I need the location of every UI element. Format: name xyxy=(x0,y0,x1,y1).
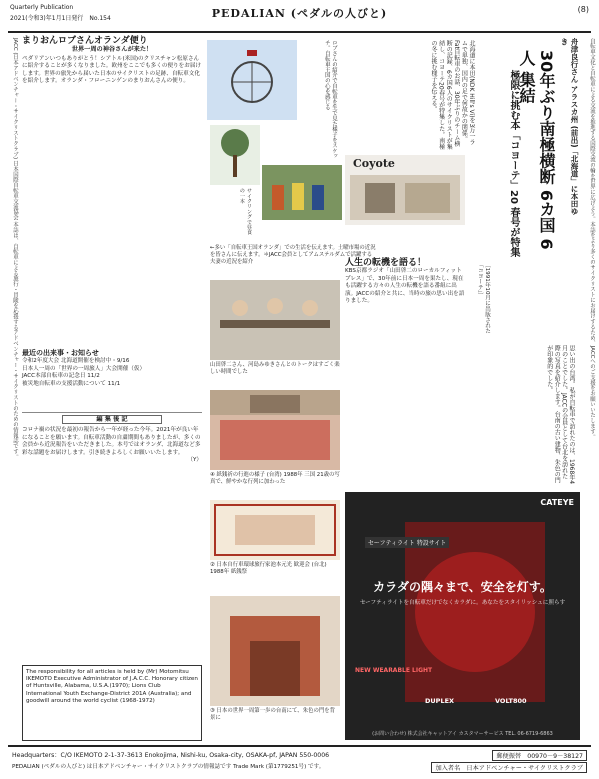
right-margin-text: 自転車文化と自転車による交流を推進する国際交流の輪を世界に広げよう。本誌をより多くのサイクリストにお届けするため、JACCへのご支援をお願いいたします。 xyxy=(589,38,595,440)
letter-subtitle: 世界一周の神谷さんが来た！ xyxy=(71,46,153,54)
radio-title: 人生の転機を語る！ xyxy=(345,258,427,268)
letter-body: ペダリアンいつもありがとう！シアトル(米国)のクリスチャン松原さんに紹介することが多くなりました。欧州をここでも多くの便りをお届けします。世界の旅先から届いた日本のサイクリストの足跡、自転車文化を紹介します。オランダ・フローニンゲンのまりおんさんの便り。 xyxy=(22,55,202,85)
news-item: JACC本部自転車の記念日 11/2 xyxy=(22,373,100,380)
publication-label: Quarterly Publication xyxy=(10,4,74,11)
group-photo-illustration xyxy=(262,165,342,220)
news-box xyxy=(22,350,202,410)
tree-photo-caption: サイクリングで昼食の一本 xyxy=(238,188,252,235)
coyote-label: Coyote xyxy=(353,157,395,170)
masthead: PEDALIAN (ペダルの人びと) xyxy=(211,7,388,20)
temple-photo xyxy=(210,596,340,706)
feature-subhead: 極限に挑む本「コヨーテ」20 春号が特集 xyxy=(508,70,519,258)
left-margin-text: JACC (日本アドベンチャー・サイクリストクラブ) 日本国際自転車交流協会 本誌は、自転車による旅行・冒険を応援するアドベンチャー・サイクリストのための情報誌です。 xyxy=(12,38,18,460)
cycle-sketch-caption: ロブさんの紹介で自転車を生で見た様子をスケッチ。自転車王国の心を感じる xyxy=(323,40,337,159)
ad-kicker: セーフティライト 特設サイト xyxy=(365,537,449,548)
letter-title: まりおんロブさんオランダ便り xyxy=(22,36,148,46)
radio-studio-illustration xyxy=(210,280,340,360)
crowd-photo-illustration xyxy=(210,390,340,470)
issue-date: 2021(令和3)年1月1日発行 No.154 xyxy=(10,15,111,22)
cateye-ad-background xyxy=(345,492,580,740)
postscript-signoff: （Y） xyxy=(187,457,202,464)
radio-photo-caption: 山田啓二さん、河島みゆきさんとのトークはすごく楽しい時間でした xyxy=(210,362,340,375)
postscript-title: 編 集 後 記 xyxy=(62,415,162,424)
stamp-illustration xyxy=(210,500,340,560)
tree-photo xyxy=(210,125,260,185)
page-header xyxy=(8,3,591,33)
right-column-text: 思い出の台湾。私が自転車で訪れたのは、1968年4月のことでした。JACCの会員として台北を訪れた際の写真を紹介します。台南の古い建物、朱色の門が印象的でした。 xyxy=(545,345,575,485)
responsibility-box xyxy=(22,665,202,741)
cycle-sketch-illustration xyxy=(207,40,297,120)
postscript-body: コロナ禍の状況を最初の報告から一年が経った今年。2021年が良い年になることを願います。自転車活動の自粛期間もありましたが、多くの会員から近況報告をいただきました。本号ではオランダ、北海道など多彩な話題をお届けします。引き続きよろしくお願いいたします。 xyxy=(22,427,201,456)
tree-illustration xyxy=(210,125,260,185)
crowd-photo-caption: ④ 紙銭祈の行進の様子 (台湾) 1988年 三国 21歳の写真で、鮮やかな行列に加わった xyxy=(210,472,340,485)
stamp-caption: ② 日本自行車環球旅行家池本元光 歓迎会 (台北) 1988年 紙銭祭 xyxy=(210,562,327,575)
footer-account: 加入者名 日本アドベンチャー・サイクリストクラブ xyxy=(431,762,587,773)
letter-article xyxy=(22,38,202,348)
feature-body: 北海道に本田(NDK Hill's Vi)を3万一ラムで単独、国内の足で何故かの関係。Fat自転車のお話、30年ぶりのチーム横断の記録、6カ国6人のサイクリストが集結し、コヨーテ20春号が特集した。南極の冬に挑む様子を伝える。 xyxy=(430,40,475,150)
ad-product: NEW WEARABLE LIGHT xyxy=(355,667,433,674)
cateye-ad xyxy=(345,492,580,740)
news-item: 日本人一周の「世界の一周旅人」大会開催（仮） xyxy=(22,365,146,372)
news-item: 被災地自転車の支援活動について 11/1 xyxy=(22,380,121,387)
postscript xyxy=(22,412,202,662)
news-title: 最近の出来事・お知らせ xyxy=(22,349,99,357)
feature-kicker: 舟津良行さん アラスカ州 (前出)「北海道」に本田ゆき xyxy=(560,38,579,216)
coyote-photo xyxy=(345,155,465,225)
page-footer xyxy=(8,745,591,775)
footer-hq: Headquarters：C/O IKEMOTO 2-1-37-3613 Enokojima, Nishi-ku, Osaka-city, OSAKA-pf, JAPAN 550-0006 xyxy=(12,752,330,759)
stamp-photo xyxy=(210,500,340,560)
feature-headline: 30年ぶり南極横断 6カ国 6人 集結 xyxy=(517,50,556,250)
page-number: (8) xyxy=(577,5,589,14)
crowd-photo xyxy=(210,390,340,470)
radio-article xyxy=(345,260,465,350)
ad-product: DUPLEX xyxy=(425,697,455,705)
feature-caption: 〔1991年10月に出版された「コヨーテ」〕 xyxy=(476,262,490,334)
group-photo-caption: ←多い「自転車王国オランダ」での生活を伝えます。土曜市場の近況を皆さんに伝えます。＊JACC会員としてアムステルダムで活躍する夫妻の近況を紹介 xyxy=(210,245,376,265)
temple-caption: ③ 日本の世界一周第一歩の台南にて、朱色の門を背景に xyxy=(210,708,336,721)
ad-subheadline: セーフティライトを自転車だけでなくカラダに。あなたをスタイリッシュに照らす xyxy=(359,600,566,606)
radio-body: KBS京都ラジオ「山田啓二のローカルフィットプレス」で、30年前に日本一周を果たし、現在も活躍する方々の人生の転機を語る番組に出演。JACCの紹介と共に、当時の旅の思い出を語りました。 xyxy=(345,268,465,305)
footer-line2: PEDALIAN (ペダルの人びと) は日本アドベンチャー・サイクリストクラブの情報誌です Trade Mark (第1779251号) です。 xyxy=(12,764,325,770)
ad-headline: カラダの隅々まで、安全を灯す。 xyxy=(373,580,552,594)
temple-illustration xyxy=(210,596,340,706)
radio-studio-photo xyxy=(210,280,340,360)
ad-brand: CATEYE xyxy=(540,498,574,507)
ad-product: VOLT800 xyxy=(495,697,527,705)
responsibility-text: The responsibility for all articles is held by (Mr) Motomitsu IKEMOTO Executive Administrator of J.A.C.C. Honorary citizen of Huntsville, Alabama, U.S.A.(1970); Lions Club International Youth Exchange-District 201A (Australia); and goodwill around the world cyclist (1968-1972) xyxy=(26,669,198,704)
footer-postal: 郵便振替 00970－9－38127 xyxy=(492,750,587,761)
cycle-sketch-photo xyxy=(207,40,297,120)
group-photo xyxy=(262,165,342,220)
ad-footer: (お問い合わせ) 株式会社キャットアイ カスタマーサービス TEL. 06-6719-6863 xyxy=(372,731,553,737)
news-item: 令和2年度大会 北海道開催を検討中・9/16 xyxy=(22,358,130,365)
